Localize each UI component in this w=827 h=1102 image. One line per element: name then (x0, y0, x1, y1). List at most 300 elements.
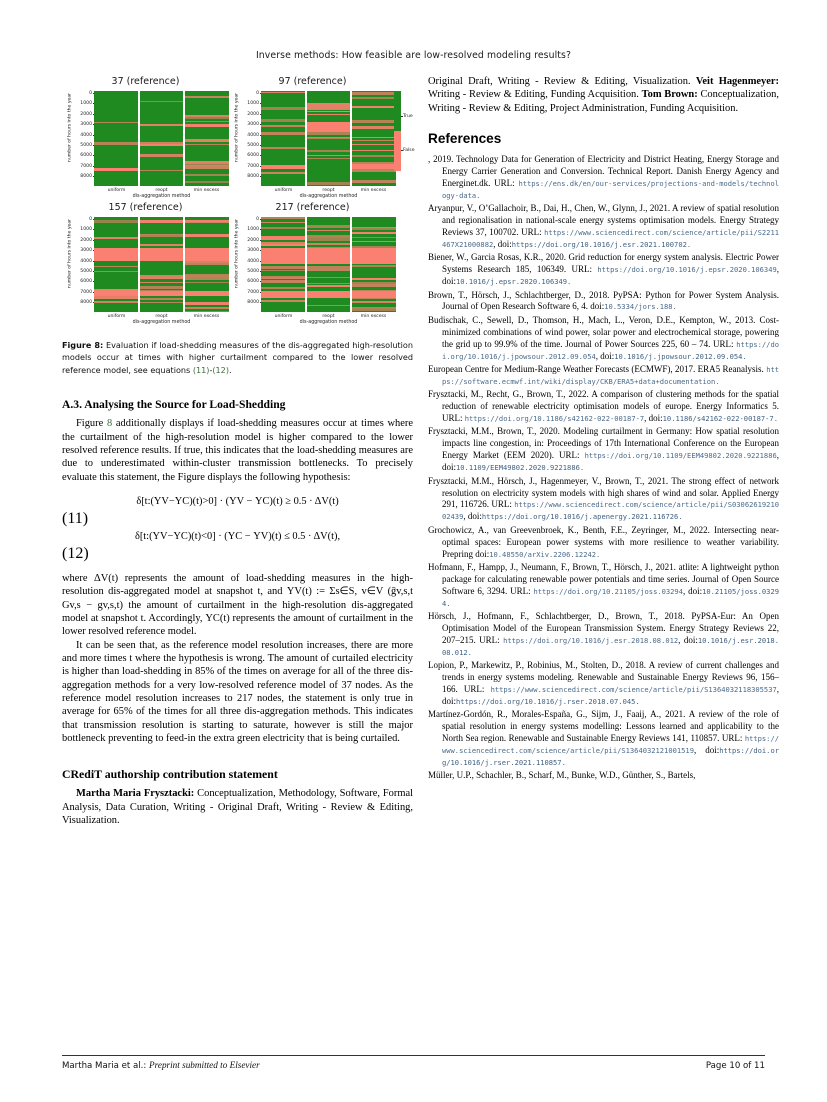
y-tick: 2000 (247, 237, 259, 243)
heatmap-cell (184, 263, 229, 266)
heatmap-cell (306, 283, 351, 284)
reference-text: Hofmann, F., Hampp, J., Neumann, F., Brown, T., Hörsch, J., 2021. atlite: A lightweight python package for calculating renewable power potentials and time series. Journal of Open Source Software 6, 3294. URL: (428, 561, 779, 596)
reference-doi-label: , doi: (644, 413, 663, 424)
heatmap-cell (261, 147, 306, 148)
y-axis-ticks (239, 91, 261, 186)
caption-label: Figure 8: (62, 340, 104, 350)
heatmap-cell (351, 150, 396, 151)
reference-text: Brown, T., Hörsch, J., Schlachtberger, D., 2018. PyPSA: Python for Power System Analysis. Journal of Open Research Software 6, 4. doi: (428, 289, 779, 312)
footer-journal: Preprint submitted to Elsevier (149, 1060, 260, 1070)
page-footer (62, 1060, 765, 1071)
reference-text: Aryanpur, V., O’Gallachoir, B., Dai, H., Chen, W., Glynn, J., 2021. A review of spatial resolution and regionalisation in national-scale energy systems optimisation models. Energy Strategy Reviews 37, 100702. URL: (428, 203, 779, 237)
reference-url[interactable]: https://software.ecmwf.int/wiki/display/CKB/ERA5+data+documentation. (442, 364, 779, 386)
heatmap-cell (306, 132, 351, 135)
heatmap-cell (351, 140, 396, 142)
heatmap-band (351, 165, 396, 169)
equation-11-number: (11) (62, 509, 89, 527)
heatmap-cell (351, 169, 396, 171)
heatmap-cell (351, 265, 396, 267)
heatmap-cell (184, 234, 229, 237)
references-heading: References (428, 131, 502, 147)
credit-paragraph-continued (428, 75, 779, 115)
heatmap-cell (351, 278, 396, 280)
heatmap-cell (306, 225, 351, 228)
section-heading-a3: A.3. Analysing the Source for Load-Shedding (62, 398, 286, 412)
caption-eq-ref-11[interactable]: (11) (192, 364, 210, 375)
reference-text: Grochowicz, A., van Greevenbroek, K., Benth, F.E., Zeyringer, M., 2022. Intersecting near-optimal spaces: European power systems with more resilience to weather variability. Prepring doi: (428, 524, 779, 559)
heatmap-cell (261, 92, 306, 93)
y-tick: 0 (89, 217, 92, 222)
heatmap-column-divider (350, 91, 351, 186)
heatmap-column-divider (138, 217, 139, 312)
running-head: Inverse methods: How feasible are low-resolved modeling results? (255, 50, 572, 61)
y-tick: 1000 (80, 101, 92, 107)
heatmap-cell (351, 97, 396, 99)
heatmap-cell (184, 277, 229, 280)
heatmap-cell (306, 137, 351, 139)
caption-tail: . (229, 364, 232, 375)
y-tick: 5000 (80, 268, 92, 274)
heatmap-column (184, 91, 229, 186)
heatmap-cell (306, 109, 351, 110)
x-axis-label: dis-aggregation method (132, 194, 191, 199)
reference-item (428, 525, 779, 561)
heatmap-cell (261, 119, 306, 122)
heatmap-cell (306, 158, 351, 159)
y-tick: 6000 (80, 153, 92, 159)
panel-plot (62, 217, 229, 312)
reference-text: , 2019. Technology Data for Generation of Electricity and District Heating, Energy Storage and Energy Carrier Generation and Conversion. Technical Report. Danish Energy Agency and Energinet.dk. URL: (428, 154, 779, 188)
y-tick: 1000 (80, 227, 92, 233)
heatmap-cell (261, 132, 306, 135)
legend-true-swatch (394, 91, 401, 131)
paragraph-a3-intro (62, 417, 413, 484)
reference-url[interactable]: 10.48550/arXiv.2206.12242. (489, 549, 601, 559)
reference-text: Lopion, P., Markewitz, P., Robinius, M., Stolten, D., 2018. A review of current challenges and trends in energy systems modeling. Renewable and Sustainable Energy Reviews 96, 156–166. URL: (428, 660, 779, 694)
heatmap-cell (139, 101, 184, 103)
y-tick: 1000 (247, 227, 259, 233)
reference-item (428, 290, 779, 314)
heatmap-band (94, 291, 139, 296)
heatmap-cell (351, 301, 396, 303)
heatmap-cell (351, 298, 396, 299)
heatmap-column-divider (305, 217, 306, 312)
heatmap-cell (139, 235, 184, 236)
reference-doi[interactable]: https://doi.org/10.1016/j.rser.2018.07.045. (456, 696, 640, 706)
heatmap-cell (306, 305, 351, 307)
y-tick: 1000 (247, 101, 259, 107)
reference-url[interactable]: https://www.sciencedirect.com/science/article/pii/S0306261921002439 (442, 500, 779, 522)
y-tick: 2000 (247, 111, 259, 117)
heatmap-cell (261, 300, 306, 302)
heatmap-cell (351, 241, 396, 243)
footer-page-number: Page 10 of 11 (705, 1061, 765, 1071)
reference-text: Biener, W., Garcia Rosas, K.R., 2020. Grid reduction for energy system analysis. Electric Power Systems Research 185, 106349. URL: (428, 252, 779, 275)
reference-doi-label: , doi: (682, 585, 703, 596)
heatmap-cell (261, 278, 306, 279)
footer-authors: Martha Maria et al.: (62, 1061, 150, 1071)
left-column (62, 75, 413, 827)
heatmap-band (184, 248, 229, 261)
heatmap-cell (184, 307, 229, 309)
reference-item (428, 770, 779, 782)
heatmap-cell (261, 217, 306, 219)
reference-url[interactable]: https://www.sciencedirect.com/science/article/pii/S2211467X21000882 (442, 227, 779, 249)
heatmap-cell (351, 228, 396, 230)
figure-8 (62, 75, 413, 327)
reference-item (428, 252, 779, 288)
heatmap-cell (351, 92, 396, 95)
credit-roles-2: Writing - Review & Editing, Funding Acquisition. (428, 89, 642, 101)
reference-item (428, 426, 779, 474)
heatmap-cell (351, 120, 396, 122)
heatmap-column (94, 91, 139, 186)
heatmap-cell (184, 139, 229, 142)
credit-author-1: Martha Maria Frysztacki: (76, 788, 195, 800)
footer-divider (62, 1055, 765, 1056)
y-tick: 5000 (80, 142, 92, 148)
panel-plot (229, 217, 396, 312)
reference-item (428, 203, 779, 251)
heatmap-cell (139, 144, 184, 146)
y-tick: 3000 (80, 248, 92, 254)
heatmap-cell (184, 311, 229, 312)
heatmap-cell (184, 121, 229, 122)
heatmap-cell (139, 286, 184, 289)
y-tick: 2000 (80, 237, 92, 243)
heatmap-cell (261, 270, 306, 271)
heatmap-cell (94, 142, 139, 145)
heatmap-column (351, 91, 396, 186)
y-tick: 0 (89, 91, 92, 96)
panel-plot (229, 91, 396, 186)
heatmap-canvas (261, 91, 396, 186)
heatmap-cell (184, 96, 229, 99)
y-tick: 7000 (247, 163, 259, 169)
heatmap-cell (184, 222, 229, 223)
heatmap-cell (306, 114, 351, 115)
heatmap-cell (306, 182, 351, 185)
y-tick: 3000 (247, 122, 259, 128)
legend-false-label: False (403, 148, 415, 153)
y-tick: 6000 (247, 279, 259, 285)
y-tick: 5000 (247, 268, 259, 274)
heatmap-band (306, 248, 351, 263)
heatmap-cell (139, 244, 184, 247)
x-axis-ticks: uniform reopt min excess (274, 188, 387, 193)
reference-doi-label: , doi: (442, 450, 779, 473)
reference-doi[interactable]: https://doi.org/10.1016/j.esr.2021.100702. (511, 239, 692, 249)
equation-11-body: δ[t:(ΥV−ΥC)(t)>0] · (ΥV − ΥC)(t) ≥ 0.5 · ΔV(t) (136, 495, 339, 507)
heatmap-cell (94, 122, 139, 123)
heatmap-cell (351, 232, 396, 234)
heatmap-cell (351, 237, 396, 238)
heatmap-band (306, 291, 351, 297)
equation-11 (62, 493, 413, 510)
heatmap-cell (94, 220, 139, 223)
panel-title: 217 (reference) (275, 202, 350, 213)
caption-eq-ref-12[interactable]: (12) (212, 364, 229, 375)
reference-url[interactable]: https://doi.org/10.1016/j.esr.2018.08.012 (503, 635, 679, 645)
heatmap-cell (139, 220, 184, 223)
reference-item (428, 476, 779, 524)
heatmap-cell (261, 222, 306, 223)
y-tick: 2000 (80, 111, 92, 117)
reference-list (428, 154, 779, 782)
panel-title: 157 (reference) (108, 202, 183, 213)
heatmap-column (139, 91, 184, 186)
reference-doi-label: , doi: (442, 684, 779, 706)
heatmap-cell (184, 174, 229, 176)
para-rest: additionally displays if load-shedding measures occur at times where the curtailment of the high-resolution model is higher compared to the lower resolved reference results. If true, this indicates that the load-shedding measures are due to underestimated within-cluster transmission bottlenecks. To precisely evaluate this statement, the Figure displays the following hypothesis: (62, 418, 413, 483)
y-tick: 8000 (247, 174, 259, 180)
heatmap-cell (184, 166, 229, 168)
heatmap-column (261, 217, 306, 312)
reference-doi-label: , doi: (493, 238, 512, 249)
y-tick: 4000 (247, 258, 259, 264)
reference-text: Frysztacki, M.M., Hörsch, J., Hagenmeyer, V., Brown, T., 2021. The strong effect of network resolution on electricity system models with high shares of wind and solar. Applied Energy 291, 116726. URL: (428, 475, 779, 510)
heatmap-panel-217 (229, 201, 396, 325)
heatmap-cell (261, 227, 306, 228)
reference-item (428, 709, 779, 769)
reference-doi[interactable]: 10.1016/j.esr.2018.08.012. (442, 635, 779, 657)
reference-text: Martínez-Gordón, R., Morales-España, G., Sijm, J., Faaij, A., 2021. A review of the role of spatial resolution in energy systems modelling: Lessons learned and applicability to the North Sea region. Renewable and Sustainable Energy Reviews 141, 110857. URL: (428, 709, 779, 744)
heatmap-cell (261, 107, 306, 110)
paragraph-definitions: where ΔV(t) represents the amount of load-shedding measures in the high-resolution dis-aggregated model at snapshot t, and ΥV(t) := Σs∈S, v∈V (ḡv,s,t Gv,s − gv,s,t) the amount of curtailment in the high-resolution dis-aggregated model at snapshot t. Accordingly, ΥC(t) represents the amount of curtailment in the lower resolved reference model. (62, 572, 413, 638)
y-tick: 7000 (80, 289, 92, 295)
y-tick: 0 (256, 217, 259, 222)
reference-doi[interactable]: https://doi.org/10.1016/j.apenergy.2021.116726. (481, 512, 683, 522)
reference-doi-label: , doi: (595, 350, 615, 361)
y-axis-label: number of hours into the year (234, 92, 240, 163)
credit-heading: CRediT authorship contribution statement (62, 767, 278, 782)
heatmap-band (261, 291, 306, 297)
heatmap-cell (261, 266, 306, 268)
heatmap-band (261, 165, 306, 169)
heatmap-panel-97 (229, 75, 396, 199)
caption-text: Evaluation if load-shedding measures of the dis-aggregated high-resolution models occur at times with higher curtailment compared to the lower resolved reference model, see equations (62, 340, 413, 375)
reference-doi-label: , doi: (678, 634, 698, 645)
legend-true-label: True (403, 114, 413, 119)
heatmap-cell (94, 271, 139, 272)
y-tick: 4000 (80, 258, 92, 264)
heatmap-column-divider (183, 217, 184, 312)
x-axis-ticks: uniform reopt min excess (107, 188, 220, 193)
y-tick: 6000 (80, 279, 92, 285)
y-axis-ticks (239, 217, 261, 312)
credit-roles-3: Conceptualization, Writing - Review & Editing, Project Administration, Funding Acquisition. (428, 89, 780, 114)
heatmap-column-divider (350, 217, 351, 312)
x-axis-label: dis-aggregation method (132, 320, 191, 325)
reference-text: Frysztacki, M., Recht, G., Brown, T., 2022. A comparison of clustering methods for the spatial reduction of renewable electricity optimisation models of europe. Energy Informatics 5. URL: (428, 389, 779, 424)
x-axis-ticks: uniform reopt min excess (107, 314, 220, 319)
y-tick: 3000 (247, 248, 259, 254)
heatmap-column (94, 217, 139, 312)
heatmap-column (184, 217, 229, 312)
heatmap-cell (139, 298, 184, 301)
heatmap-cell (306, 150, 351, 152)
y-axis-label: number of hours into the year (67, 92, 73, 163)
figure-panel-grid (62, 75, 413, 327)
reference-item (428, 611, 779, 659)
equation-12-body: δ[t:(ΥV−ΥC)(t)<0] · (ΥC − ΥV)(t) ≤ 0.5 · ΔV(t), (134, 530, 341, 542)
heatmap-cell (306, 238, 351, 241)
heatmap-cell (306, 155, 351, 156)
heatmap-cell (94, 237, 139, 239)
heatmap-cell (139, 154, 184, 156)
reference-text: Müller, U.P., Schachler, B., Scharf, M., Bunke, W.D., Günther, S., Bartels, (428, 770, 696, 781)
reference-doi[interactable]: 10.21105/joss.03294. (442, 586, 779, 608)
heatmap-band (261, 248, 306, 263)
heatmap-canvas (94, 217, 229, 312)
figure-caption (62, 339, 413, 376)
heatmap-cell (351, 144, 396, 145)
reference-url[interactable]: https://doi.org/10.1109/EEM49802.2020.9221886 (584, 451, 777, 461)
heatmap-cell (139, 124, 184, 126)
heatmap-column (306, 217, 351, 312)
y-tick: 7000 (247, 289, 259, 295)
heatmap-band (351, 248, 396, 263)
heatmap-cell (306, 243, 351, 245)
reference-doi[interactable]: 10.1109/EEM49802.2020.9221886. (456, 463, 585, 473)
x-axis-label: dis-aggregation method (299, 194, 358, 199)
y-tick: 8000 (247, 300, 259, 306)
y-tick: 0 (256, 91, 259, 96)
heatmap-cell (184, 282, 229, 283)
reference-item (428, 389, 779, 425)
footer-left (62, 1060, 260, 1071)
y-axis-label: number of hours into the year (234, 218, 240, 289)
heatmap-cell (139, 277, 184, 279)
equation-12-line (62, 528, 413, 563)
heatmap-canvas (261, 217, 396, 312)
heatmap-cell (351, 155, 396, 158)
equation-11-line (62, 493, 413, 528)
panel-title: 37 (reference) (111, 76, 180, 87)
y-tick: 8000 (80, 300, 92, 306)
y-tick: 3000 (80, 122, 92, 128)
y-tick: 5000 (247, 142, 259, 148)
heatmap-band (351, 291, 396, 297)
heatmap-band (184, 291, 229, 296)
reference-text: Budischak, C., Sewell, D., Thomson, H., Mach, L., Veron, D.E., Kempton, W., 2013. Cost-minimized combinations of wind power, solar power and electrochemical storage, powering the grid up to 99.9% of the time. Journal of Power Sources 225, 60 – 74. URL: (428, 314, 779, 349)
equation-block (62, 493, 413, 563)
equation-12 (62, 528, 413, 545)
heatmap-panel-157 (62, 201, 229, 325)
heatmap-cell (351, 309, 396, 311)
reference-doi-label: , doi: (693, 745, 720, 756)
heatmap-cell (351, 182, 396, 183)
heatmap-column (351, 217, 396, 312)
reference-doi[interactable]: 10.1016/j.jpowsour.2012.09.054. (614, 351, 747, 361)
heatmap-cell (139, 170, 184, 171)
figure-ref-8[interactable]: 8 (106, 418, 113, 430)
heatmap-cell (94, 168, 139, 171)
reference-item (428, 562, 779, 610)
reference-doi-label: , doi: (463, 511, 482, 522)
heatmap-cell (261, 287, 306, 288)
heatmap-canvas (94, 91, 229, 186)
reference-item (428, 315, 779, 363)
y-tick: 8000 (80, 174, 92, 180)
reference-url[interactable]: https://ens.dk/en/our-services/projections-and-models/technology-data. (442, 178, 779, 200)
heatmap-cell (351, 284, 396, 287)
caption-dash: - (209, 364, 213, 375)
y-tick: 6000 (247, 153, 259, 159)
paragraph-results: It can be seen that, as the reference model resolution increases, there are more and more times t where the hypothesis is wrong. The amount of curtailed electricity is higher than load-shedding in 85% of the times on average for all of the three dis-aggregation methods for a very low-resolved reference model of 37 nodes. As the reference model resolution increases to 217 nodes, the statement is only true in average for 65% of the times for all three dis-aggregation methods. This indicates that transmission resolution is starting to saturate, however is still the major bottleneck preventing to feed-in the extra green electricity that is being curtailed. (62, 639, 413, 745)
reference-url[interactable]: https://doi.org/10.21105/joss.03294 (533, 586, 683, 596)
credit-author-3: Tom Brown: (641, 89, 698, 101)
legend-false-swatch (394, 131, 401, 171)
heatmap-cell (184, 144, 229, 145)
reference-url[interactable]: https://doi.org/10.1186/s42162-022-00187-7 (464, 414, 645, 424)
reference-item (428, 660, 779, 708)
reference-item (428, 154, 779, 202)
heatmap-cell (306, 111, 351, 112)
heatmap-band (306, 122, 351, 132)
heatmap-cell (351, 137, 396, 138)
reference-url[interactable]: 10.5334/jors.188. (604, 302, 677, 312)
y-tick: 7000 (80, 163, 92, 169)
heatmap-column (139, 217, 184, 312)
reference-text: Hörsch, J., Hofmann, F., Schlachtberger, D., Brown, T., 2018. PyPSA-Eur: An Open Optimisation Model of the European Transmission System. Energy Strategy Reviews 22, 207–215. URL: (428, 611, 779, 645)
y-axis-label: number of hours into the year (67, 218, 73, 289)
heatmap-column-divider (305, 91, 306, 186)
heatmap-cell (306, 269, 351, 271)
reference-url[interactable]: https://doi.org/10.1016/j.epsr.2020.106349 (597, 265, 777, 275)
reference-doi[interactable]: https://doi.org/10.1016/j.rser.2021.110857. (442, 746, 779, 767)
heatmap-cell (94, 301, 139, 303)
credit-author-2: Veit Hagenmeyer: (695, 76, 779, 87)
heatmap-band (139, 248, 184, 261)
heatmap-column (306, 91, 351, 186)
x-axis-label: dis-aggregation method (299, 320, 358, 325)
heatmap-column (261, 91, 306, 186)
panel-title: 97 (reference) (278, 76, 347, 87)
y-axis-ticks (72, 217, 94, 312)
reference-doi[interactable]: 10.1016/j.epsr.2020.106349. (456, 277, 572, 287)
reference-doi-label: , doi: (442, 264, 779, 287)
heatmap-cell (261, 238, 306, 240)
reference-url[interactable]: https://doi.org/10.1016/j.jpowsour.2012.09.054 (442, 339, 779, 361)
x-axis-ticks: uniform reopt min excess (274, 314, 387, 319)
reference-text: Frysztacki, M.M., Brown, T., 2020. Modeling curtailment in Germany: How spatial resolution impacts line congestion, in: Proceedings of 17th International Conference on the European Energy Market (EEM 2020). URL: (428, 426, 779, 461)
heatmap-band (139, 291, 184, 296)
heatmap-cell (351, 126, 396, 129)
heatmap-cell (306, 230, 351, 231)
heatmap-cell (261, 125, 306, 127)
reference-url[interactable]: https://www.sciencedirect.com/science/article/pii/S1364032121001519 (442, 734, 779, 756)
heatmap-cell (184, 302, 229, 304)
heatmap-cell (261, 172, 306, 174)
reference-doi[interactable]: 10.1186/s42162-022-00187-7. (662, 414, 778, 424)
reference-url[interactable]: https://www.sciencedirect.com/science/article/pii/S1364032118305537 (490, 685, 777, 694)
heatmap-cell (94, 266, 139, 267)
heatmap-cell (184, 181, 229, 184)
legend-colorbar (394, 91, 415, 171)
heatmap-cell (139, 302, 184, 303)
heatmap-cell (184, 124, 229, 127)
heatmap-column-divider (183, 91, 184, 186)
y-tick: 4000 (80, 132, 92, 138)
reference-item (428, 364, 779, 388)
para-lead: Figure (76, 418, 107, 430)
heatmap-cell (261, 244, 306, 245)
heatmap-cell (351, 106, 396, 108)
reference-text: European Centre for Medium-Range Weather Forecasts (ECMWF), 2017. ERA5 Reanalysis. (428, 363, 767, 374)
heatmap-column-divider (138, 91, 139, 186)
y-tick: 4000 (247, 132, 259, 138)
